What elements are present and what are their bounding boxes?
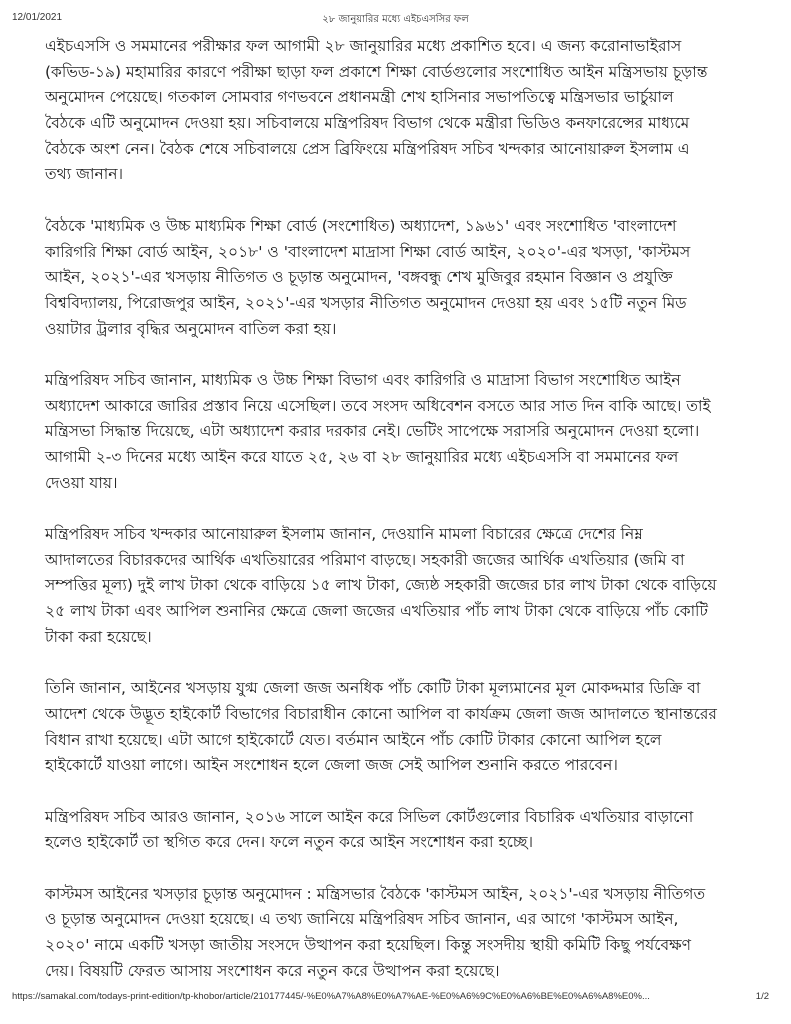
text-line: মন্ত্রিপরিষদ সচিব খন্দকার আনোয়ারুল ইসলাম জানান, দেওয়ানি মামলা বিচারের ক্ষেত্রে দেশের নিম্ন [45,525,643,544]
text-line: দেয়। বিষয়টি ফেরত আসায় সংশোধন করে নতুন করে উত্থাপন করা হয়েছে। [45,961,500,980]
text-line: তথ্য জানান। [45,165,123,184]
text-line: ২০২০' নামে একটি খসড়া জাতীয় সংসদে উত্থাপন করা হয়েছিল। কিন্তু সংসদীয় স্থায়ী কমিটি কিছু পর্যবেক্ষণ [45,936,692,955]
article-paragraph [45,214,755,342]
page-title: ২৮ জানুয়ারির মধ্যে এইচএসসির ফল [322,14,469,25]
article-paragraph [45,882,755,985]
print-date: 12/01/2021 [12,12,63,23]
text-line: (কভিড-১৯) মহামারির কারণে পরীক্ষা ছাড়া ফল প্রকাশে শিক্ষা বোর্ডগুলোর সংশোধিত আইন মন্ত্রিসভায় চূড়ান্ত [45,62,708,81]
text-line: এইচএসসি ও সমমানের পরীক্ষার ফল আগামী ২৮ জানুয়ারির মধ্যে প্রকাশিত হবে। এ জন্য করোনাভাইরাস [45,37,682,55]
text-line: আইন, ২০২১'-এর খসড়ায় নীতিগত ও চূড়ান্ত অনুমোদন, 'বঙ্গবন্ধু শেখ মুজিবুর রহমান বিজ্ঞান ও প্রযুক্তি [45,268,673,287]
text-line: মন্ত্রিপরিষদ সচিব আরও জানান, ২০১৬ সালে আইন করে সিভিল কোর্টগুলোর বিচারিক এখতিয়ার বাড়ানো [45,807,694,826]
text-line: কাস্টমস আইনের খসড়ার চূড়ান্ত অনুমোদন : মন্ত্রিসভার বৈঠকে 'কাস্টমস আইন, ২০২১'-এর খসড়ায় নীতিগত [45,884,706,903]
article-body [45,34,755,1010]
article-paragraph [45,522,755,650]
text-line: বৈঠকে এটি অনুমোদন দেওয়া হয়। সচিবালয়ে মন্ত্রিপরিষদ বিভাগ থেকে মন্ত্রীরা ভিডিও কনফারেন্সের মাধ্যমে [45,114,690,133]
article-paragraph [45,676,755,779]
text-line: বৈঠকে 'মাধ্যমিক ও উচ্চ মাধ্যমিক শিক্ষা বোর্ড (সংশোধিত) অধ্যাদেশ, ১৯৬১' এবং সংশোধিত 'বাংলাদেশ [45,216,677,235]
text-line: হলেও হাইকোর্ট তা স্থগিত করে দেন। ফলে নতুন করে আইন সংশোধন করা হচ্ছে। [45,833,534,852]
text-line: তিনি জানান, আইনের খসড়ায় যুগ্ম জেলা জজ অনধিক পাঁচ কোটি টাকা মূল্যমানের মূল মোকদ্দমার ডিক্রি বা [45,679,701,698]
text-line: ওয়াটার ট্রলার বৃদ্ধির অনুমোদন বাতিল করা হয়। [45,319,337,338]
text-line: দেওয়া যায়। [45,473,118,492]
text-line: কারিগরি শিক্ষা বোর্ড আইন, ২০১৮' ও 'বাংলাদেশ মাদ্রাসা শিক্ষা বোর্ড আইন, ২০২০'-এর খসড়া, 'কাস্টমস [45,242,691,261]
text-line: বিধান রাখা হয়েছে। এটা আগে হাইকোর্টে যেত। বর্তমান আইনে পাঁচ কোটি টাকার কোনো আপিল হলে [45,730,662,749]
text-line: বৈঠকে অংশ নেন। বৈঠক শেষে সচিবালয়ে প্রেস ব্রিফিংয়ে মন্ত্রিপরিষদ সচিব খন্দকার আনোয়ারুল ইসলাম এ [45,139,690,158]
text-line: বিশ্ববিদ্যালয়, পিরোজপুর আইন, ২০২১'-এর খসড়ার নীতিগত অনুমোদন দেওয়া হয় এবং ১৫টি নতুন মিড [45,293,687,312]
text-line: আদালতের বিচারকদের আর্থিক এখতিয়ারের পরিমাণ বাড়ছে। সহকারী জজের আর্থিক এখতিয়ার (জমি বা [45,550,685,569]
article-paragraph [45,34,755,188]
text-line: ২৫ লাখ টাকা এবং আপিল শুনানির ক্ষেত্রে জেলা জজের এখতিয়ার পাঁচ লাখ টাকা থেকে বাড়িয়ে পাঁচ কোটি [45,602,708,621]
text-line: মন্ত্রিসভা সিদ্ধান্ত দিয়েছে, এটা অধ্যাদেশ করার দরকার নেই। ভেটিং সাপেক্ষে সরাসরি অনুমোদন দেওয়া হলো। [45,422,700,441]
text-line: হাইকোর্টে যাওয়া লাগে। আইন সংশোধন হলে জেলা জজ সেই আপিল শুনানি করতে পারবেন। [45,756,618,775]
text-line: ও চূড়ান্ত অনুমোদন দেওয়া হয়েছে। এ তথ্য জানিয়ে মন্ত্রিপরিষদ সচিব জানান, এর আগে 'কাস্টমস আইন, [45,910,679,929]
text-line: টাকা করা হয়েছে। [45,627,152,646]
text-line: অনুমোদন পেয়েছে। গতকাল সোমবার গণভবনে প্রধানমন্ত্রী শেখ হাসিনার সভাপতিত্বে মন্ত্রিসভার ভার্চুয়াল [45,88,674,107]
article-paragraph [45,368,755,496]
text-line: সম্পত্তির মূল্য) দুই লাখ টাকা থেকে বাড়িয়ে ১৫ লাখ টাকা, জ্যেষ্ঠ সহকারী জজের চার লাখ টাকা থেকে বাড়িয়ে [45,576,717,595]
page-url: https://samakal.com/todays-print-edition/tp-khobor/article/210177445/-%E0%A7%A8%E0%A7%AE-%E0%A6%9C%E0%A6%BE%E0%A6%A8%E0%... [12,991,650,1002]
page-number: 1/2 [755,991,769,1002]
text-line: আগামী ২-৩ দিনের মধ্যে আইন করে যাতে ২৫, ২৬ বা ২৮ জানুয়ারির মধ্যে এইচএসসি বা সমমানের ফল [45,448,679,466]
text-line: মন্ত্রিপরিষদ সচিব জানান, মাধ্যমিক ও উচ্চ শিক্ষা বিভাগ এবং কারিগরি ও মাদ্রাসা বিভাগ সংশোধিত আইন [45,370,681,389]
text-line: অধ্যাদেশ আকারে জারির প্রস্তাব নিয়ে এসেছিল। তবে সংসদ অধিবেশন বসতে আর সাত দিন বাকি আছে। তাই [45,396,711,415]
text-line: আদেশ থেকে উদ্ভূত হাইকোর্ট বিভাগের বিচারাধীন কোনো আপিল বা কার্যক্রম জেলা জজ আদালতে স্থানান্তরের [45,704,717,723]
article-paragraph [45,805,755,856]
